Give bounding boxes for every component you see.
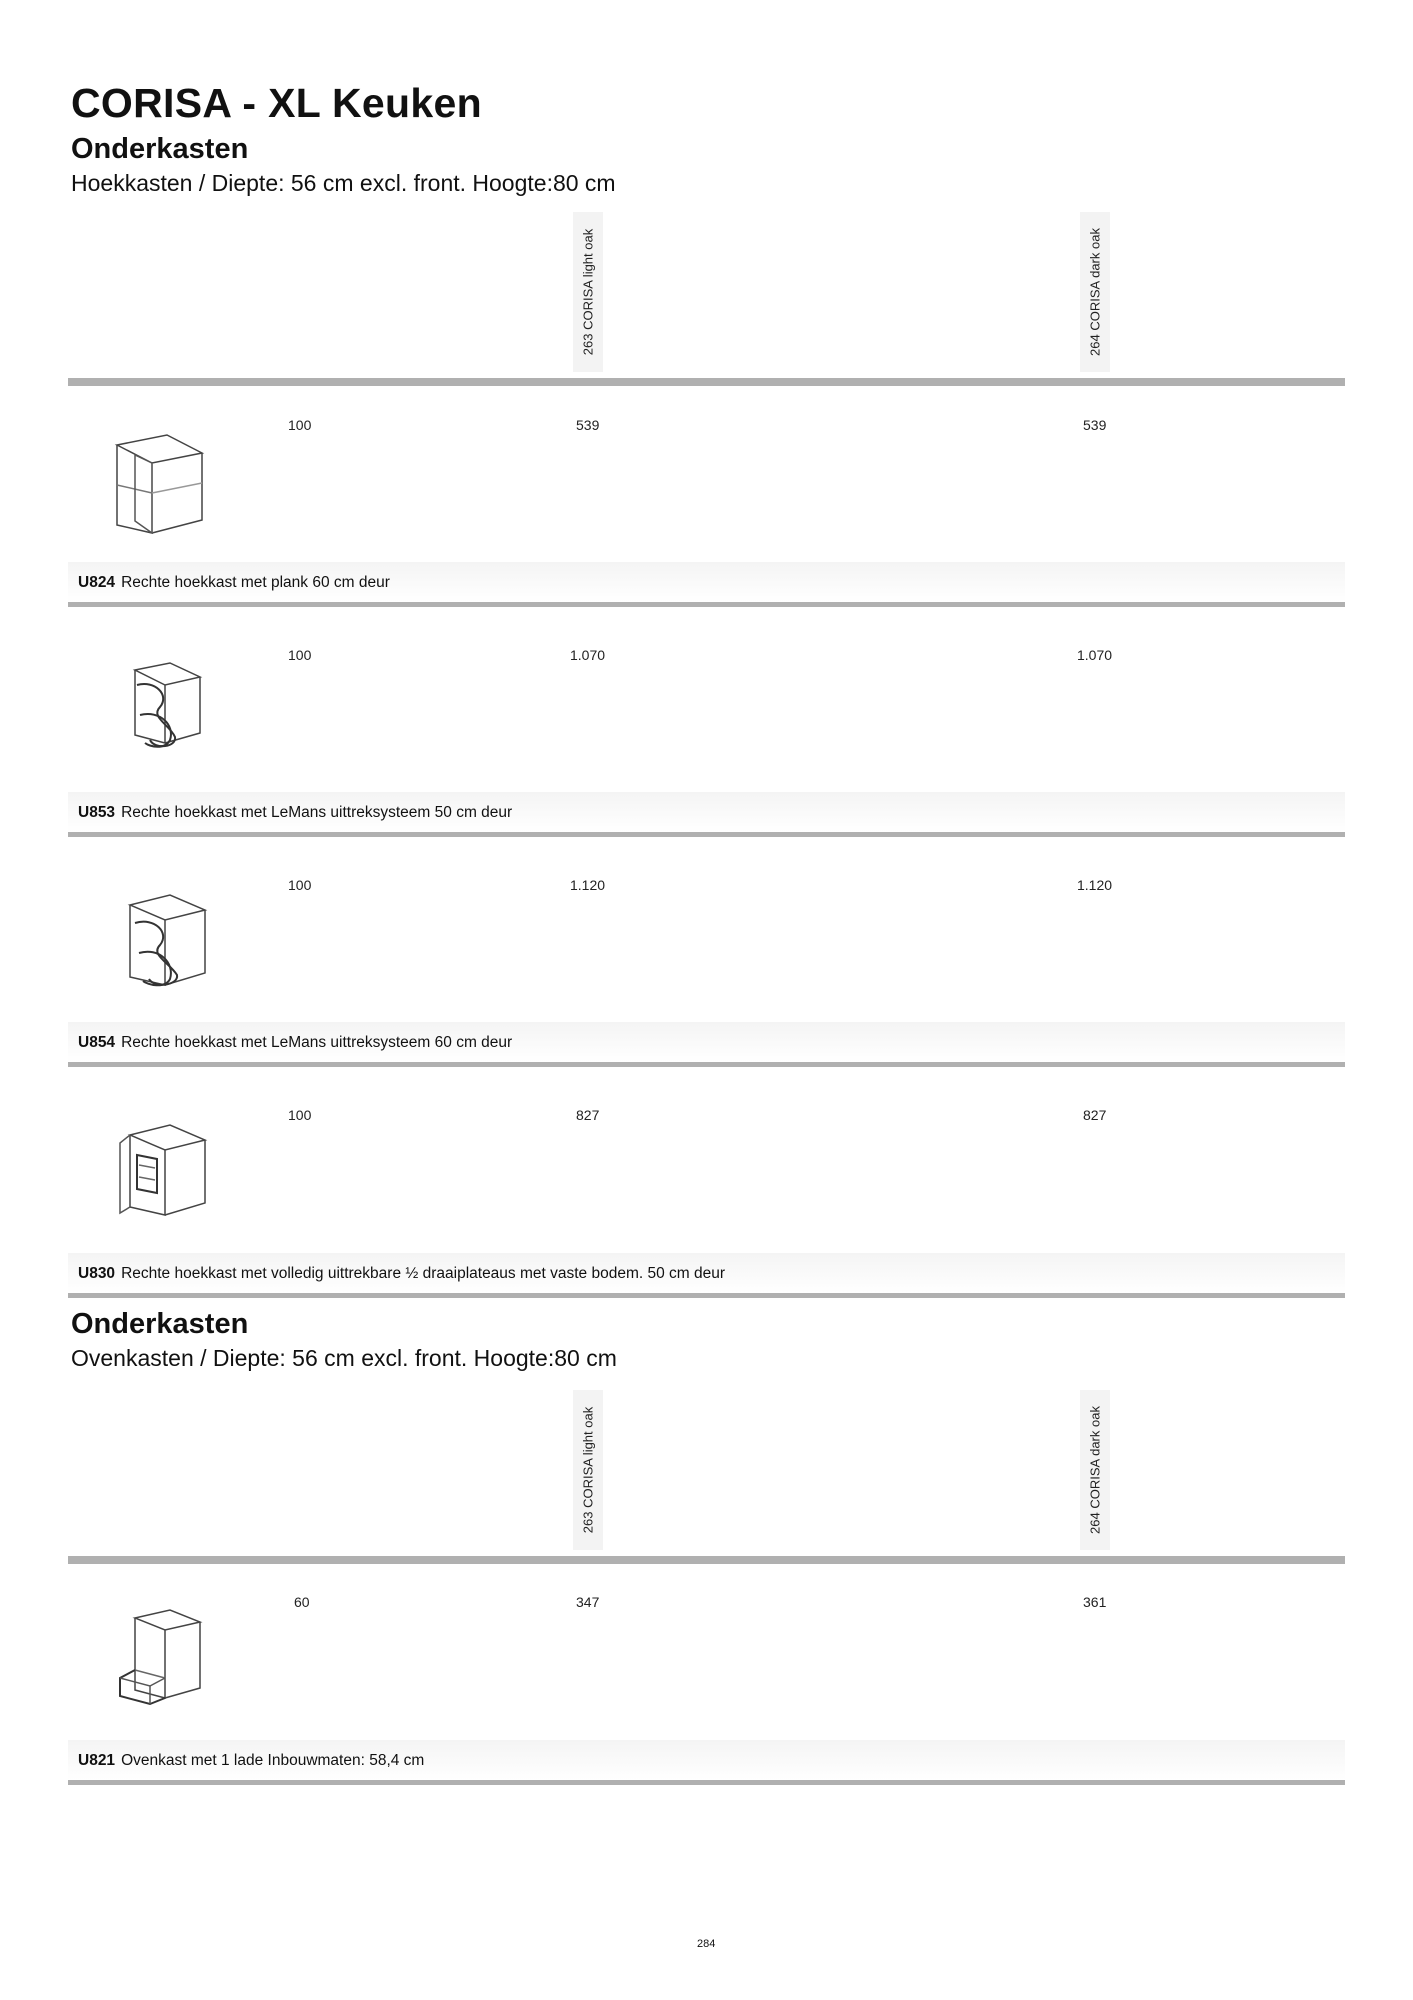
item-price-light-oak: 1.070 (570, 647, 606, 663)
section-heading: Onderkasten (71, 133, 249, 165)
item-bar (68, 562, 1345, 607)
item-price-light-oak: 539 (576, 417, 600, 433)
item-description: Rechte hoekkast met LeMans uittreksysteem 60 cm deur (121, 1034, 513, 1051)
item-bar (68, 1022, 1345, 1067)
column-header-label: 263 CORISA light oak (580, 228, 596, 356)
header-divider (68, 1556, 1345, 1564)
item-price-light-oak: 1.120 (570, 877, 606, 893)
item-description: Rechte hoekkast met LeMans uittreksysteem 50 cm deur (121, 804, 513, 821)
item-code: U821 (78, 1752, 116, 1769)
column-header-light-oak (573, 212, 603, 372)
item-width: 100 (288, 647, 312, 663)
page-number: 284 (697, 1938, 716, 1950)
item-price-dark-oak: 539 (1083, 417, 1107, 433)
section-heading: Onderkasten (71, 1308, 249, 1340)
item-code: U824 (78, 574, 116, 591)
column-header-label: 263 CORISA light oak (580, 1406, 596, 1534)
item-price-dark-oak: 827 (1083, 1107, 1107, 1123)
column-header-light-oak (573, 1390, 603, 1550)
item-bar (68, 1740, 1345, 1785)
section-subheading: Hoekkasten / Diepte: 56 cm excl. front. Hoogte:80 cm (71, 170, 616, 196)
item-description: Rechte hoekkast met plank 60 cm deur (121, 574, 390, 591)
item-price-light-oak: 347 (576, 1594, 600, 1610)
corner-cabinet-shelf-icon (107, 425, 217, 545)
item-price-dark-oak: 361 (1083, 1594, 1107, 1610)
item-width: 100 (288, 417, 312, 433)
item-code: U854 (78, 1034, 116, 1051)
column-header-dark-oak (1080, 212, 1110, 372)
item-price-light-oak: 827 (576, 1107, 600, 1123)
item-code: U830 (78, 1265, 116, 1282)
header-divider (68, 378, 1345, 386)
oven-cabinet-drawer-icon (115, 1600, 225, 1720)
item-description: Rechte hoekkast met volledig uittrekbare ½ draaiplateaus met vaste bodem. 50 cm deur (121, 1265, 726, 1282)
item-width: 60 (294, 1594, 310, 1610)
item-description: Ovenkast met 1 lade Inbouwmaten: 58,4 cm (121, 1752, 425, 1769)
item-bar (68, 792, 1345, 837)
page-title: CORISA - XL Keuken (71, 80, 482, 126)
item-width: 100 (288, 1107, 312, 1123)
section-subheading: Ovenkasten / Diepte: 56 cm excl. front. Hoogte:80 cm (71, 1345, 617, 1371)
item-price-dark-oak: 1.120 (1077, 877, 1113, 893)
corner-cabinet-pullout-icon (115, 1115, 225, 1235)
item-price-dark-oak: 1.070 (1077, 647, 1113, 663)
column-header-label: 264 CORISA dark oak (1087, 228, 1103, 356)
corner-cabinet-lemans-icon (115, 655, 225, 775)
corner-cabinet-lemans-icon (115, 885, 225, 1005)
column-header-dark-oak (1080, 1390, 1110, 1550)
item-code: U853 (78, 804, 116, 821)
item-bar (68, 1253, 1345, 1298)
item-width: 100 (288, 877, 312, 893)
column-header-label: 264 CORISA dark oak (1087, 1406, 1103, 1534)
